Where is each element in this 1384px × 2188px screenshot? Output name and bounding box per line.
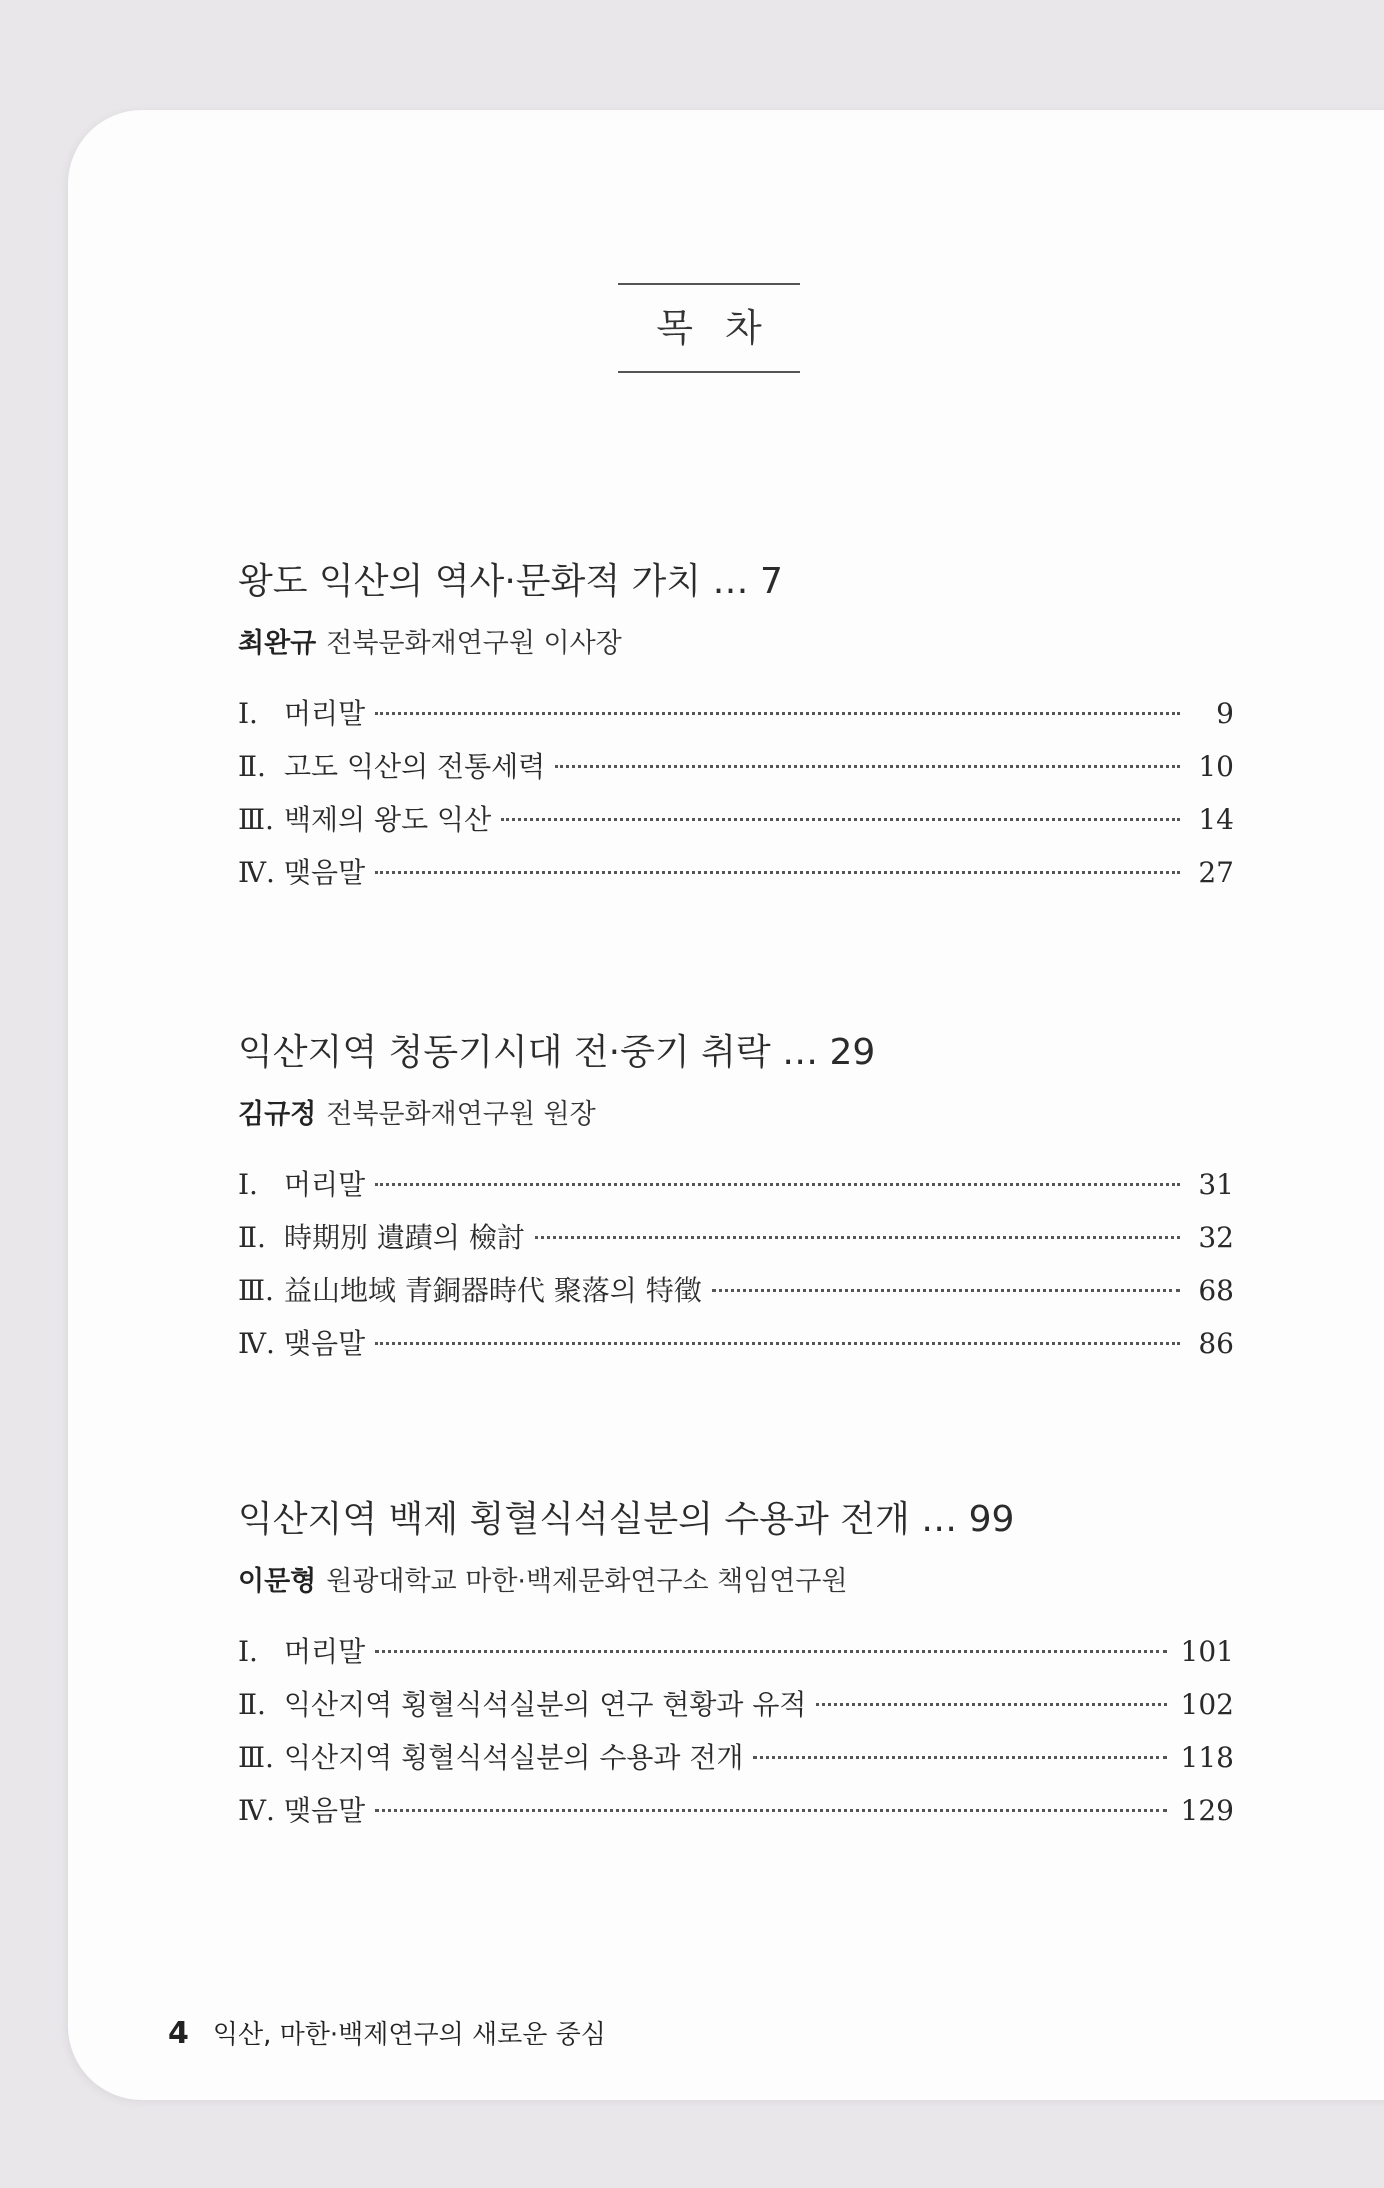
- entry-page: 102: [1180, 1688, 1234, 1721]
- entry-number: Ⅰ.: [238, 697, 258, 730]
- entry-label: 머리말: [284, 1635, 366, 1668]
- running-title: 익산, 마한·백제연구의 새로운 중심: [212, 2020, 606, 2050]
- entry-label: 맺음말: [284, 1327, 366, 1360]
- dot-leader: [753, 1756, 1166, 1759]
- toc-entry[interactable]: [238, 1216, 1234, 1269]
- entry-number: Ⅰ.: [238, 1635, 258, 1668]
- toc-section-2: [238, 1027, 1234, 1391]
- toc-section-3: [238, 1494, 1234, 1858]
- entry-number: Ⅲ.: [238, 1274, 274, 1307]
- toc-entry[interactable]: [238, 851, 1234, 904]
- author-affiliation: 전북문화재연구원 이사장: [326, 628, 622, 659]
- entry-label: 익산지역 횡혈식석실분의 수용과 전개: [284, 1741, 744, 1774]
- entry-list: [238, 1163, 1234, 1375]
- author-name: 김규정: [238, 1099, 317, 1130]
- author-name: 최완규: [238, 628, 317, 659]
- author-affiliation: 원광대학교 마한·백제문화연구소 책임연구원: [326, 1566, 848, 1597]
- page-footer: [168, 2014, 606, 2051]
- page-number: 4: [168, 2016, 189, 2051]
- entry-list: [238, 1630, 1234, 1842]
- entry-page: 31: [1198, 1168, 1234, 1201]
- entry-label: 머리말: [284, 1168, 366, 1201]
- section-title: 익산지역 청동기시대 전·중기 취락 … 29: [238, 1032, 876, 1073]
- dot-leader: [375, 871, 1180, 874]
- dot-leader: [375, 1650, 1166, 1653]
- toc-entry[interactable]: [238, 1630, 1234, 1683]
- toc-section-1: [238, 556, 1234, 920]
- entry-number: Ⅱ.: [238, 1688, 266, 1721]
- toc-entry[interactable]: [238, 1163, 1234, 1216]
- section-author: [238, 1095, 1234, 1135]
- entry-page: 10: [1198, 750, 1234, 783]
- toc-header: [618, 283, 800, 373]
- entry-label: 머리말: [284, 697, 366, 730]
- entry-label: 고도 익산의 전통세력: [284, 750, 546, 783]
- entry-number: Ⅳ.: [238, 1327, 275, 1360]
- entry-label: 맺음말: [284, 1794, 366, 1827]
- entry-page: 86: [1198, 1327, 1234, 1360]
- dot-leader: [375, 1342, 1180, 1345]
- entry-page: 9: [1216, 697, 1234, 730]
- title-bottom-rule: [618, 371, 800, 373]
- toc-entry[interactable]: [238, 745, 1234, 798]
- entry-list: [238, 692, 1234, 904]
- entry-page: 129: [1180, 1794, 1234, 1827]
- toc-entry[interactable]: [238, 1789, 1234, 1842]
- toc-entry[interactable]: [238, 798, 1234, 851]
- toc-title: 목 차: [656, 306, 772, 350]
- toc-entry[interactable]: [238, 692, 1234, 745]
- entry-number: Ⅲ.: [238, 1741, 274, 1774]
- author-affiliation: 전북문화재연구원 원장: [326, 1099, 596, 1130]
- toc-entry[interactable]: [238, 1736, 1234, 1789]
- entry-page: 101: [1180, 1635, 1234, 1668]
- entry-page: 68: [1198, 1274, 1234, 1307]
- dot-leader: [501, 818, 1180, 821]
- entry-page: 14: [1198, 803, 1234, 836]
- entry-number: Ⅰ.: [238, 1168, 258, 1201]
- entry-number: Ⅲ.: [238, 803, 274, 836]
- section-author: [238, 1562, 1234, 1602]
- entry-number: Ⅳ.: [238, 856, 275, 889]
- dot-leader: [375, 1183, 1180, 1186]
- entry-label: 益山地域 青銅器時代 聚落의 特徵: [284, 1274, 702, 1307]
- entry-page: 32: [1198, 1221, 1234, 1254]
- dot-leader: [375, 712, 1180, 715]
- section-author: [238, 624, 1234, 664]
- dot-leader: [555, 765, 1180, 768]
- section-title: 왕도 익산의 역사·문화적 가치 … 7: [238, 561, 783, 602]
- entry-number: Ⅱ.: [238, 750, 266, 783]
- dot-leader: [535, 1236, 1180, 1239]
- toc-entry[interactable]: [238, 1683, 1234, 1736]
- entry-page: 27: [1198, 856, 1234, 889]
- entry-label: 익산지역 횡혈식석실분의 연구 현황과 유적: [284, 1688, 807, 1721]
- toc-entry[interactable]: [238, 1269, 1234, 1322]
- dot-leader: [712, 1289, 1180, 1292]
- dot-leader: [816, 1703, 1166, 1706]
- entry-label: 맺음말: [284, 856, 366, 889]
- entry-page: 118: [1180, 1741, 1234, 1774]
- entry-label: 백제의 왕도 익산: [284, 803, 492, 836]
- entry-number: Ⅳ.: [238, 1794, 275, 1827]
- toc-entry[interactable]: [238, 1322, 1234, 1375]
- dot-leader: [375, 1809, 1166, 1812]
- author-name: 이문형: [238, 1566, 317, 1597]
- entry-number: Ⅱ.: [238, 1221, 266, 1254]
- entry-label: 時期別 遺蹟의 檢討: [284, 1221, 525, 1254]
- section-title: 익산지역 백제 횡혈식석실분의 수용과 전개 … 99: [238, 1499, 1015, 1540]
